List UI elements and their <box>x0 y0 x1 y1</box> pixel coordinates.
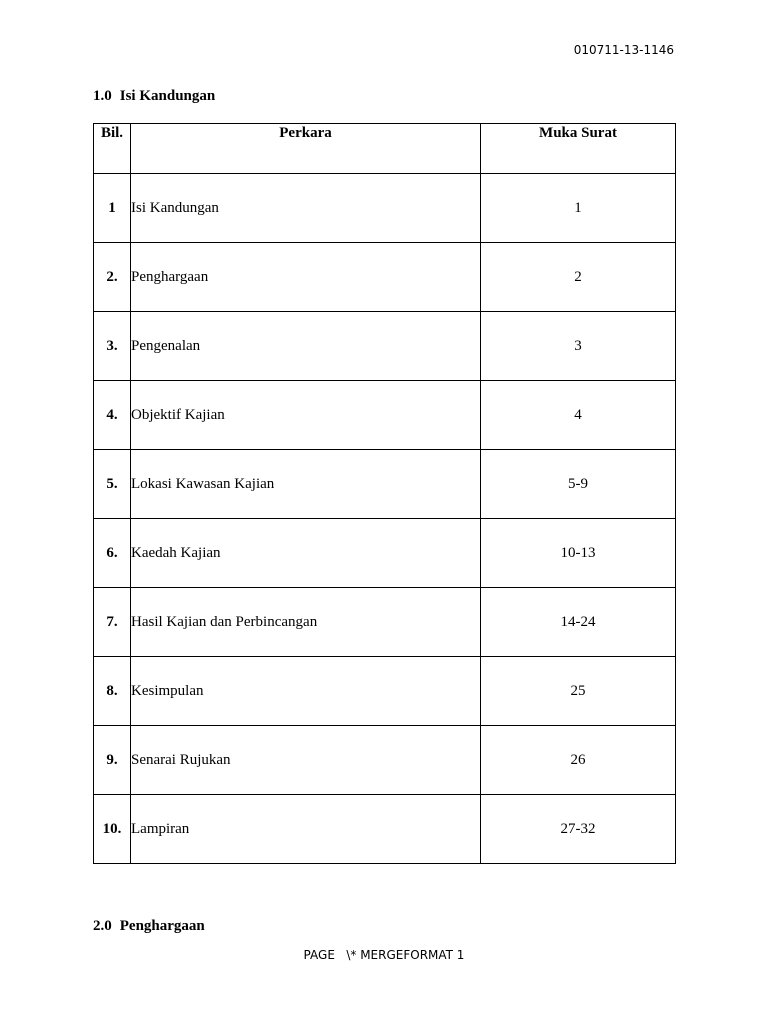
row-perkara: Kaedah Kajian <box>131 519 481 588</box>
row-perkara: Kesimpulan <box>131 657 481 726</box>
row-perkara: Senarai Rujukan <box>131 726 481 795</box>
row-bil: 7. <box>94 588 131 657</box>
row-perkara: Penghargaan <box>131 243 481 312</box>
acknowledgement-heading-title: Penghargaan <box>119 918 205 934</box>
row-muka-surat: 4 <box>481 381 676 450</box>
table-row <box>94 312 676 381</box>
toc-heading-number: 1.0 <box>93 88 112 104</box>
table-row <box>94 726 676 795</box>
header-perkara: Perkara <box>131 124 481 174</box>
row-perkara: Pengenalan <box>131 312 481 381</box>
row-bil: 10. <box>94 795 131 864</box>
row-muka-surat: 25 <box>481 657 676 726</box>
row-bil: 2. <box>94 243 131 312</box>
row-muka-surat: 1 <box>481 174 676 243</box>
row-perkara: Isi Kandungan <box>131 174 481 243</box>
row-muka-surat: 2 <box>481 243 676 312</box>
row-muka-surat: 26 <box>481 726 676 795</box>
row-bil: 1 <box>94 174 131 243</box>
table-row <box>94 519 676 588</box>
document-id: 010711-13-1146 <box>573 43 674 57</box>
page-footer-field: PAGE \* MERGEFORMAT 1 <box>303 948 465 962</box>
row-muka-surat: 5-9 <box>481 450 676 519</box>
row-muka-surat: 10-13 <box>481 519 676 588</box>
table-row <box>94 381 676 450</box>
row-bil: 4. <box>94 381 131 450</box>
row-bil: 3. <box>94 312 131 381</box>
table-row <box>94 657 676 726</box>
acknowledgement-heading <box>93 918 205 935</box>
row-perkara: Lokasi Kawasan Kajian <box>131 450 481 519</box>
row-perkara: Hasil Kajian dan Perbincangan <box>131 588 481 657</box>
row-perkara: Objektif Kajian <box>131 381 481 450</box>
acknowledgement-heading-number: 2.0 <box>93 918 112 934</box>
table-row <box>94 795 676 864</box>
row-muka-surat: 27-32 <box>481 795 676 864</box>
row-bil: 6. <box>94 519 131 588</box>
header-bil: Bil. <box>94 124 131 174</box>
toc-heading <box>93 88 215 105</box>
row-bil: 5. <box>94 450 131 519</box>
table-row <box>94 243 676 312</box>
row-muka-surat: 14-24 <box>481 588 676 657</box>
table-row <box>94 174 676 243</box>
toc-heading-title: Isi Kandungan <box>119 88 216 104</box>
header-muka-surat: Muka Surat <box>481 124 676 174</box>
row-bil: 8. <box>94 657 131 726</box>
row-bil: 9. <box>94 726 131 795</box>
toc-table <box>93 123 676 864</box>
row-muka-surat: 3 <box>481 312 676 381</box>
toc-header-row <box>94 124 676 174</box>
table-row <box>94 588 676 657</box>
table-row <box>94 450 676 519</box>
row-perkara: Lampiran <box>131 795 481 864</box>
